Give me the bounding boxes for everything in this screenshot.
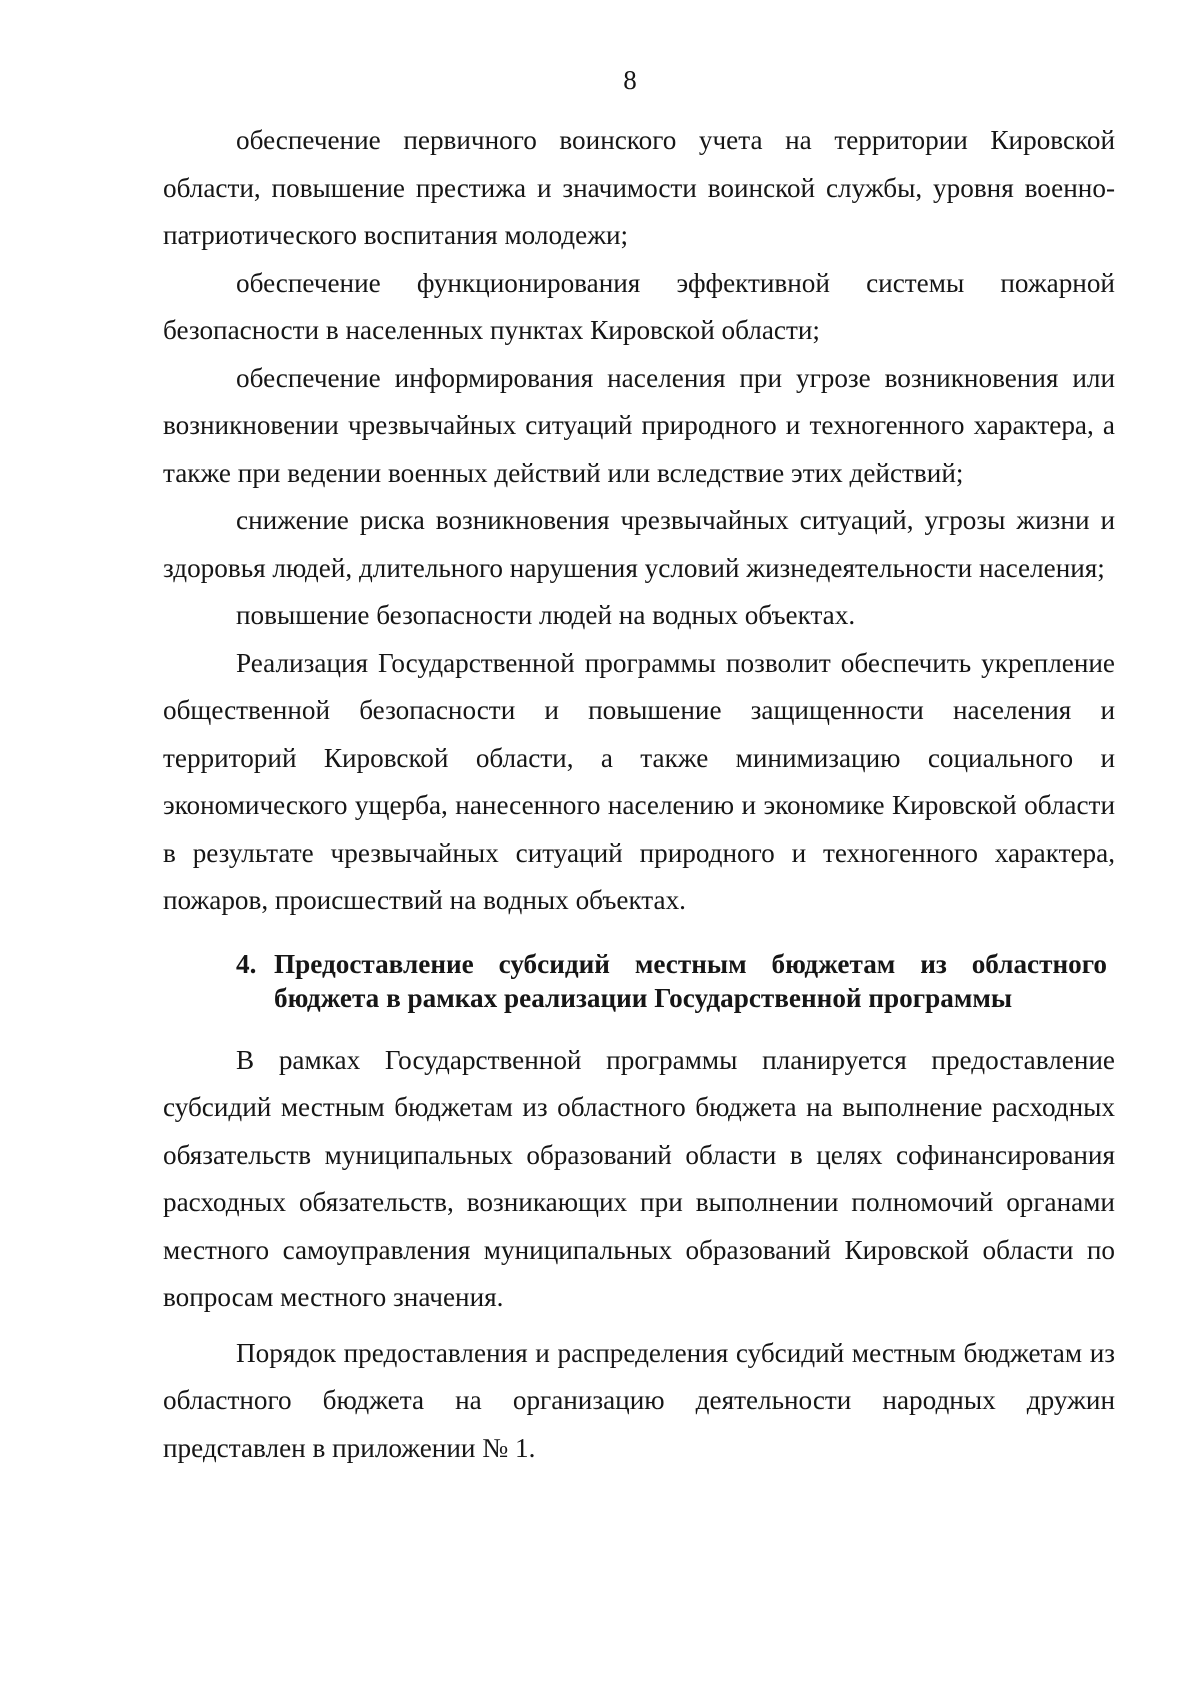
paragraph-program-outcome: Реализация Государственной программы позволит обеспечить укрепление общественной безопасности и повышение защищенности населения и территорий Кировской области, а также минимизацию социального и экономического ущерба, нанесенного населению и экономике Кировской области в результате чрезвычайных ситуаций природного и техногенного характера, пожаров, происшествий на водных объектах. <box>163 647 1115 915</box>
paragraph-military-registration: обеспечение первичного воинского учета на территории Кировской области, повышение престижа и значимости воинской службы, уровня военно-патриотического воспитания молодежи; <box>163 125 1115 250</box>
page-number: 8 <box>623 65 637 95</box>
section-title: Предоставление субсидий местным бюджетам из областного бюджета в рамках реализации Государственной программы <box>274 948 1107 1013</box>
paragraph-subsidy-procedure: Порядок предоставления и распределения субсидий местным бюджетам из областного бюджета на организацию деятельности народных дружин представлен в приложении № 1. <box>163 1337 1115 1463</box>
section-number: 4. <box>236 948 257 979</box>
paragraph-water-safety: повышение безопасности людей на водных объектах. <box>236 600 856 630</box>
paragraph-population-informing: обеспечение информирования населения при угрозе возникновения или возникновении чрезвычайных ситуаций природного и техногенного характера, а также при ведении военных действий или вследствие этих действий; <box>163 362 1115 488</box>
section-heading <box>163 947 1115 1015</box>
paragraph-fire-safety: обеспечение функционирования эффективной системы пожарной безопасности в населенных пунктах Кировской области; <box>163 267 1115 345</box>
paragraph-subsidies: В рамках Государственной программы планируется предоставление субсидий местным бюджетам из областного бюджета на выполнение расходных обязательств муниципальных образований области в целях софинансирования расходных обязательств, возникающих при выполнении полномочий органами местного самоуправления муниципальных образований Кировской области по вопросам местного значения. <box>163 1044 1115 1312</box>
document-body <box>163 117 1115 1472</box>
paragraph-emergency-risk: снижение риска возникновения чрезвычайных ситуаций, угрозы жизни и здоровья людей, длительного нарушения условий жизнедеятельности населения; <box>163 505 1115 583</box>
